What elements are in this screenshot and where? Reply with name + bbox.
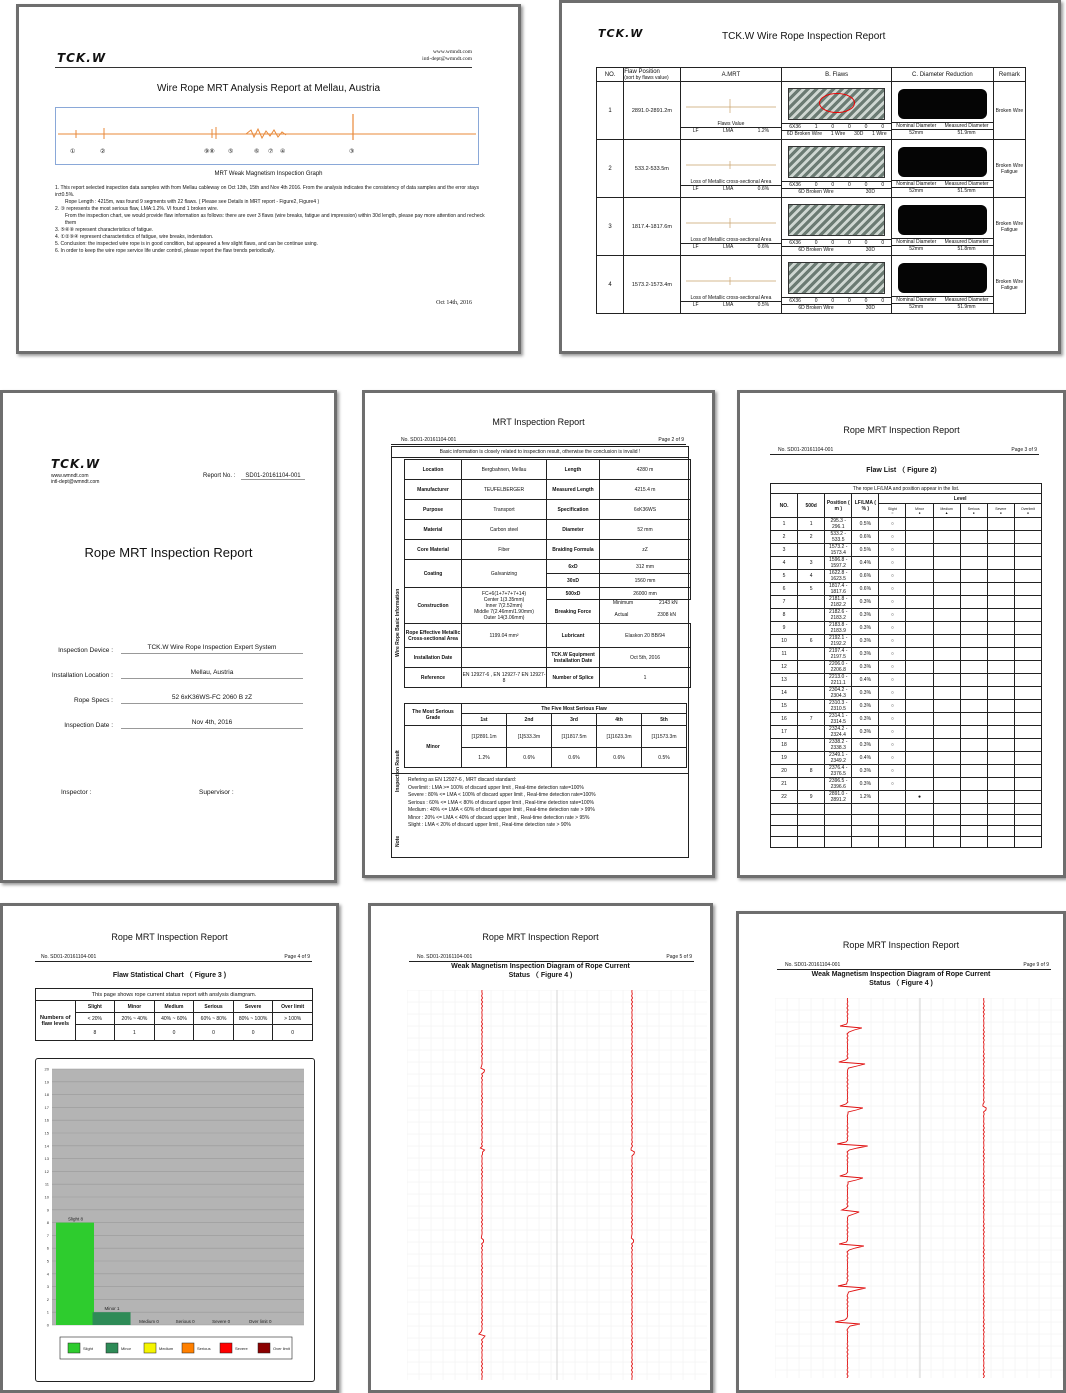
page-title: Rope MRT Inspection Report <box>111 932 228 942</box>
table-row <box>771 815 1042 826</box>
table-row <box>771 837 1042 848</box>
legend-label: Minor <box>121 1346 132 1351</box>
email: intl-dept@wmndt.com <box>422 56 472 62</box>
y-tick-label: 8 <box>46 1220 49 1226</box>
legend-swatch <box>258 1343 270 1353</box>
page-title: Rope MRT Inspection Report <box>482 932 599 942</box>
item: From the inspection chart, we would provide flaw information as follows: there are over 3 flaws (wire breaks, fatigue and impression) within 30d length, please pay more attention and recheck them <box>65 213 485 226</box>
table-row: 4 1573.2-1573.4m Loss of Metallic cross-sectional Area LF LMA 0.5% 6X36 0 0 0 0 0 6D Broken Wire 30D Nominal Diameter Measured Diameter 52mm 51.9mm Broken Wire Fatigue <box>597 256 1026 314</box>
result-table: The Most Serious Grade The Five Most Serious Flaw 1st 2nd 3rd 4th 5th Minor [1]2891.1m [1]533.3m [1]1817.5m [1]1623.3m [1]1573.3m 1.2% 0.6% 0.6% 0.6% 0.5% <box>404 703 687 768</box>
report-no: SD01-20161104-001 <box>241 473 304 480</box>
graph-marker: ③ <box>349 149 355 155</box>
table-row: 3 1573.2 - 1573.4 0.5% ○ <box>771 544 1042 557</box>
y-tick-label: 1 <box>46 1309 49 1315</box>
subtitle: Flaw List （ Figure 2) <box>866 467 937 474</box>
cover-title: Rope MRT Inspection Report <box>84 545 253 560</box>
y-tick-label: 18 <box>44 1092 49 1098</box>
table-row: 17 2324.2 - 2324.4 0.3% ○ <box>771 726 1042 739</box>
graph-marker: ② <box>100 149 106 155</box>
legend-swatch <box>144 1343 156 1353</box>
page-no: Page 5 of 9 <box>666 954 692 960</box>
table-row: 14 2304.2 - 2304.3 0.3% ○ <box>771 687 1042 700</box>
bar-chart <box>35 1058 315 1382</box>
y-tick-label: 15 <box>44 1130 49 1136</box>
doc-no: No. SD01-20161104-001 <box>41 954 97 960</box>
y-tick-label: 4 <box>46 1271 49 1277</box>
table-row: 12 2206.0 - 2206.8 0.3% ○ <box>771 661 1042 674</box>
doc-no: No. SD01-20161104-001 <box>417 954 473 960</box>
page-no: Page 3 of 9 <box>1011 447 1037 453</box>
bar-data-label: Serious 0 <box>175 1319 195 1324</box>
y-tick-label: 17 <box>44 1104 49 1110</box>
y-tick-label: 14 <box>44 1143 49 1149</box>
col-header: NO. <box>597 68 624 82</box>
y-tick-label: 19 <box>44 1079 49 1085</box>
table-row: 2 2 533.2 - 533.5 0.6% ○ <box>771 531 1042 544</box>
graph-marker: ① <box>70 149 76 155</box>
y-tick-label: 6 <box>46 1245 49 1251</box>
flaw-rows <box>597 82 1026 314</box>
field-row: Inspection Device : TCK.W Wire Rope Inspection Expert System <box>33 629 303 654</box>
magnetism-diagram <box>407 990 707 1380</box>
notes: Refering as EN 12927-6 , MRT discard standard: Overlimit : LMA >= 100% of discard upper limit , Real-time detection rate=100% Severe : 80% <= LMA < 100% of discard upper limit , Real-time detection rate=100% Serious : 60% <= LMA < 80% of discard upper limit , Real-time detection rate=100% Medium : 40% <= LMA < 60% of discard upper limit , Real-time detection rate > 99% Minor : 20% <= LMA < 40% of discard upper limit , Real-time detection rate > 95% Slight : LMA < 20% of discard upper limit , Real-time detection rate > 90% <box>408 777 596 828</box>
legend-swatch <box>182 1343 194 1353</box>
report-title: TCK.W Wire Rope Inspection Report <box>722 31 886 42</box>
logo: TCK.W <box>51 457 101 471</box>
y-tick-label: 3 <box>46 1284 49 1290</box>
flaw-list-table: The rope LF/LMA and position appear in the list. NO. 500d Position ( m ) LF/LMA ( % ) Level Slight ○ Minor ● Medium ▲ Serious ● Severe ● Overlimit ● 1 1 295.3 - 296.1 0.5% ○ 2 2 533.2 - 533.5 0.6% ○ 3 1573.2 - 1573.4 0.5% ○ 4 3 1596.8 - 1597.2 0.4% ○ 5 4 1622.8 - 1623.5 0.6% ○ 6 5 1817.4 - 1817.6 0.6% ○ 7 2181.8 - 2182.2 0.3% ○ 8 2182.6 - 2183.2 0.3% ○ 9 2183.8 - 2183.9 0.3% ○ 10 6 2192.1 - 2192.2 0.3% ○ 11 2197.4 - 2197.5 0.3% ○ 12 2206.0 - 2206.8 0.3% ○ 13 2213.0 - 2211.1 0.4% ○ 14 2304.2 - 2304.3 0.3% ○ 15 2310.3 - 2310.5 0.3% ○ 16 7 2314.1 - 2314.5 0.3% ○ 17 2324.2 - 2324.4 0.3% ○ 18 2338.2 - 2338.3 0.3% ○ 19 2349.1 - 2349.2 0.4% ○ 20 8 2376.4 - 2376.5 0.3% ○ 21 2396.5 - 2396.6 0.3% ○ 22 9 2891.0 - 2891.2 1.2% ● <box>770 483 1042 848</box>
table-row: 2 533.2-533.5m Loss of Metallic cross-sectional Area LF LMA 0.6% 6X36 0 0 0 0 0 6D Broken Wire 30D Nominal Diameter Measured Diameter 52mm 51.5mm Broken Wire Fatigue <box>597 140 1026 198</box>
table-row: 1 1 295.3 - 296.1 0.5% ○ <box>771 518 1042 531</box>
table-row: 11 2197.4 - 2197.5 0.3% ○ <box>771 648 1042 661</box>
item: 5. Conclusion: the inspected wire rope is in good condition, but appeared a few slight flaws, and can be continue using. <box>55 241 318 247</box>
page-analysis-report <box>16 4 521 354</box>
bar-chart-svg <box>36 1059 314 1381</box>
page-inspection-table <box>559 0 1061 354</box>
table-row: 22 9 2891.0 - 2891.2 1.2% ● <box>771 791 1042 804</box>
subtitle: Weak Magnetism Inspection Diagram of Rope Current Status （ Figure 4 ) <box>451 963 630 979</box>
flaw-table <box>596 67 1026 314</box>
table-row <box>771 804 1042 815</box>
bar-data-label: Minor 1 <box>104 1306 120 1312</box>
item: Rope Length : 4215m, was found 9 segments with 22 flaws. ( Please see Details in MRT report - Figure2, Figure4 ) <box>65 199 320 205</box>
doc-no: No. SD01-20161104-001 <box>778 447 834 453</box>
graph-marker: ⑥ <box>254 149 260 155</box>
bar-data-label: Over limit 0 <box>248 1319 272 1324</box>
legend-label: Serious <box>197 1346 211 1351</box>
item: 2. ③ represents the most serious flaw, LMA:1.2%. VI found 1 broken wire. <box>55 206 219 212</box>
note-top: Basic information is closely related to inspection result, otherwise the conclusion is invalid ! <box>392 447 688 458</box>
y-tick-label: 16 <box>44 1117 49 1123</box>
page-diagram-2 <box>736 911 1066 1393</box>
subtitle: Weak Magnetism Inspection Diagram of Rope Current Status （ Figure 4 ) <box>811 971 991 987</box>
legend-swatch <box>68 1343 80 1353</box>
table-row: 10 6 2192.1 - 2192.2 0.3% ○ <box>771 635 1042 648</box>
col-header: B. Flaws <box>782 68 892 82</box>
y-tick-label: 0 <box>46 1322 49 1328</box>
logo: TCK.W <box>57 51 107 65</box>
subtitle: Flaw Statistical Chart （ Figure 3 ) <box>112 972 227 979</box>
col-header: Remark <box>993 68 1025 82</box>
y-tick-label: 5 <box>46 1258 49 1264</box>
bar <box>93 1312 131 1325</box>
col-header: C. Diameter Reduction <box>892 68 994 82</box>
side-label: Inspection Result <box>395 750 401 792</box>
table-row: 3 1817.4-1817.6m Loss of Metallic cross-sectional Area LF LMA 0.6% 6X36 0 0 0 0 0 6D Broken Wire 30D Nominal Diameter Measured Diameter 52mm 51.8mm Broken Wire Fatigue <box>597 198 1026 256</box>
graph-marker: ⑤ <box>228 149 234 155</box>
table-row: 18 2338.2 - 2338.3 0.3% ○ <box>771 739 1042 752</box>
legend-swatch <box>220 1343 232 1353</box>
page-cover <box>0 390 337 883</box>
field-row: Inspection Date : Nov 4th, 2016 <box>33 704 303 729</box>
supervisor-label: Supervisor : <box>199 789 234 796</box>
field-row: Installation Location : Mellau, Austria <box>33 654 303 679</box>
mrt-graph <box>55 107 479 165</box>
y-tick-label: 9 <box>46 1207 49 1213</box>
table-row: 7 2181.8 - 2182.2 0.3% ○ <box>771 596 1042 609</box>
graph-marker: ⑦ <box>268 149 274 155</box>
legend-label: Slight <box>83 1346 94 1351</box>
y-tick-label: 2 <box>46 1296 49 1302</box>
legend-label: Medium <box>159 1346 174 1351</box>
col-header: A.MRT <box>680 68 782 82</box>
magnetism-diagram <box>775 998 1065 1378</box>
website: www.wmndt.com <box>51 473 89 479</box>
col-header: Flaw Position (sort by flaws value) <box>624 68 680 82</box>
bar-data-label: Severe 0 <box>212 1319 231 1324</box>
table-row: 20 8 2376.4 - 2376.5 0.3% ○ <box>771 765 1042 778</box>
table-row: 8 2182.6 - 2183.2 0.3% ○ <box>771 609 1042 622</box>
table-row: 5 4 1622.8 - 1623.5 0.6% ○ <box>771 570 1042 583</box>
table-row: 1 2891.0-2891.2m Flaws Value LF LMA 1.2% 6X36 1 0 0 0 0 6D Broken Wire 1 Wire 30D 1 Wire Nominal Diameter Measured Diameter 52mm 51.9mm Broken Wire <box>597 82 1026 140</box>
legend-label: Over limit <box>273 1346 290 1351</box>
report-no-label: Report No. : <box>203 473 236 479</box>
table-row: 15 2310.3 - 2310.5 0.3% ○ <box>771 700 1042 713</box>
level-count-table: This page shows rope current status report with anslysis diamgram. Numbers of flaw levels Slight Minor Medium Serious Severe Over limit < 20% 20% ~ 40% 40% ~ 60% 60% ~ 80% 80% ~ 100% > 100% 8 1 0 0 0 0 <box>35 988 313 1041</box>
table-row: 4 3 1596.8 - 1597.2 0.4% ○ <box>771 557 1042 570</box>
email: intl-dept@wmndt.com <box>51 479 100 485</box>
table-row: 9 2183.8 - 2183.9 0.3% ○ <box>771 622 1042 635</box>
report-title: Wire Rope MRT Analysis Report at Mellau, Austria <box>156 83 381 94</box>
y-tick-label: 7 <box>46 1232 49 1238</box>
table-row: 19 2349.1 - 2349.2 0.4% ○ <box>771 752 1042 765</box>
page-title: Rope MRT Inspection Report <box>843 425 960 435</box>
page-no: Page 2 of 9 <box>658 437 684 443</box>
y-tick-label: 11 <box>44 1181 49 1187</box>
basic-info-table: Location Bergbahnen, Mellau Length 4280 m Manufacturer TEUFELBERGER Measured Length 4215.4 m Purpose Transport Specification 6xK36WS Material Carbon steel Diameter 52 mm Core Material Fiber Braiding Formula zZ Coating Galvanizing 6xD 312 mm 30xD 1560 mm Construction FC+6(1+7+7+7+14) Center 1(3.35mm) Inner 7(2.52mm) Middle 7(2.46mm/1.90mm) Outer 14(3.06mm) 500xD 26000 mm Breaking Force Minimum 2143 kN Actual 2308 kN Rope Effective Metallic Cross-sectional Area 1199.04 mm² Lubricant Elaskon 20 BB/94 Installation Date TCK.W Equipment Installation Date Oct 5th, 2016 Reference EN 12927-6 , EN 12927-7 EN 12927-8 Number of Splice 1 <box>404 459 691 688</box>
field-row: Rope Specs : 52 6xK36WS-FC 2060 B zZ <box>33 679 303 704</box>
page-diagram-1 <box>368 903 713 1393</box>
side-label: Wire Rope Basic Information <box>395 588 401 657</box>
bar-data-label: Slight 8 <box>68 1216 84 1222</box>
page-no: Page 9 of 9 <box>1023 962 1049 968</box>
page-basic-info <box>362 390 715 878</box>
item: 1. This report selected inspection data samples with from Mellau cableway on Oct 13th, 15th and Nov 4th 2016. From the analysis indicates the consistency of data samples and the error stays in±0.5%. <box>55 185 480 198</box>
side-label: Note <box>395 835 401 847</box>
table-row: 13 2213.0 - 2211.1 0.4% ○ <box>771 674 1042 687</box>
page-title: MRT Inspection Report <box>492 417 585 427</box>
item: 4. ①②⑨④ represent characteristics of fatigue, wire breaks, indentation. <box>55 234 214 240</box>
y-tick-label: 20 <box>44 1066 49 1072</box>
graph-marker: ④ <box>280 149 286 155</box>
y-tick-label: 13 <box>44 1156 49 1162</box>
table-row: 21 2396.5 - 2396.6 0.3% ○ <box>771 778 1042 791</box>
table-row <box>771 826 1042 837</box>
page-statistical-chart <box>0 903 339 1393</box>
graph-caption: MRT Weak Magnetism Inspection Graph <box>214 171 323 177</box>
bar-data-label: Medium 0 <box>139 1319 159 1324</box>
mrt-graph-svg <box>56 108 478 164</box>
y-tick-label: 12 <box>44 1168 49 1174</box>
doc-no: No. SD01-20161104-001 <box>785 962 841 968</box>
legend-swatch <box>106 1343 118 1353</box>
graph-marker: ⑨⑧ <box>204 149 215 155</box>
page-flaw-list <box>737 390 1066 878</box>
legend-box <box>60 1337 292 1359</box>
page-no: Page 4 of 9 <box>284 954 310 960</box>
item: 3. ⑤⑥⑧ represent characteristics of fatigue. <box>55 227 154 233</box>
page-title: Rope MRT Inspection Report <box>842 940 960 950</box>
website: www.wmndt.com <box>432 49 472 55</box>
report-date: Oct 14th, 2016 <box>436 300 472 306</box>
y-tick-label: 10 <box>44 1194 49 1200</box>
bar <box>56 1223 94 1325</box>
legend-label: Severe <box>235 1346 248 1351</box>
logo: TCK.W <box>598 27 644 40</box>
table-row: 16 7 2314.1 - 2314.5 0.3% ○ <box>771 713 1042 726</box>
item: 6. In order to keep the wire rope service life under control, please report the flaw trends periodically. <box>55 248 275 254</box>
table-row: 6 5 1817.4 - 1817.6 0.6% ○ <box>771 583 1042 596</box>
doc-no: No. SD01-20161104-001 <box>401 437 457 443</box>
inspector-label: Inspector : <box>61 789 92 796</box>
